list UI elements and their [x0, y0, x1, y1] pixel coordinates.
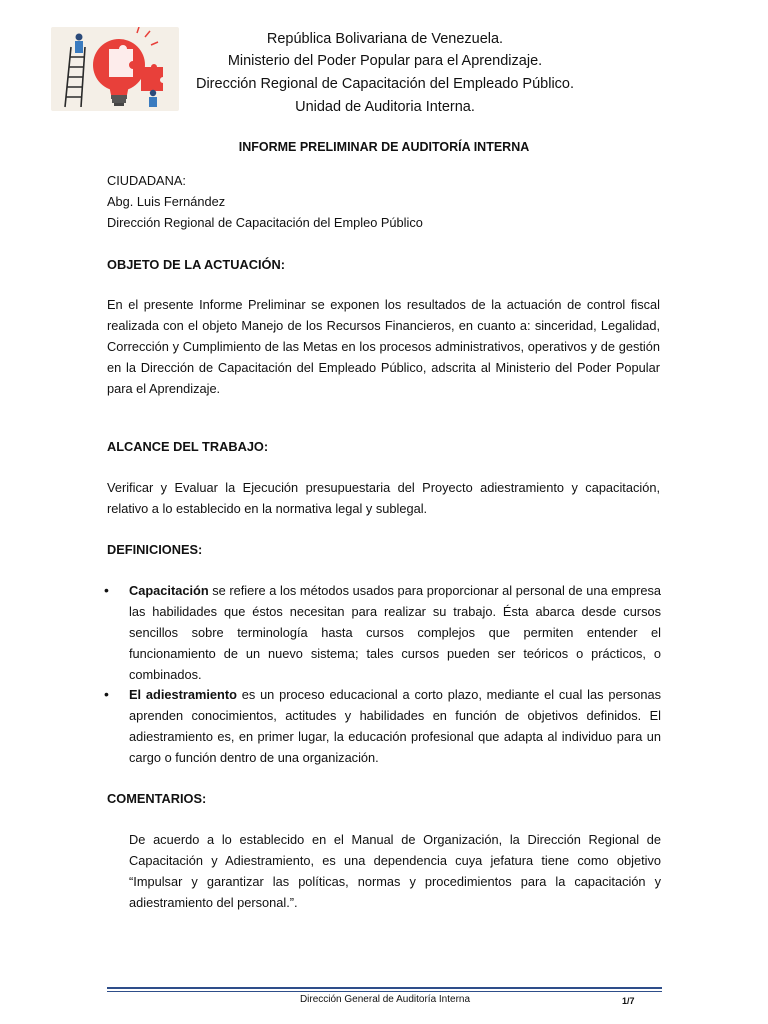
recipient-name: Abg. Luis Fernández	[107, 194, 226, 209]
definition-text: es un proceso educacional a corto plazo, mediante el cual las personas aprenden conocimientos, actitudes y habilidades en función de objetivos definidos. El adiestramiento es, en primer lugar, la educación profesional que adapta al individuo para un cargo o función dentro de una organización.	[129, 687, 661, 765]
header-ministry: Ministerio del Poder Popular para el Aprendizaje.	[227, 53, 543, 69]
footer-divider-thin	[107, 991, 662, 992]
section-text-alcance: Verificar y Evaluar la Ejecución presupuestaria del Proyecto adiestramiento y capacitación, relativo a lo establecido en la normativa legal y sublegal.	[107, 480, 660, 516]
recipient-label: CIUDADANA:	[107, 173, 186, 188]
footer-text: Dirección General de Auditoría Interna	[299, 994, 471, 1005]
document-title: INFORME PRELIMINAR DE AUDITORÍA INTERNA	[238, 140, 530, 154]
section-heading-objeto: OBJETO DE LA ACTUACIÓN:	[107, 257, 285, 272]
header-direction: Dirección Regional de Capacitación del Empleado Público.	[195, 76, 575, 92]
section-heading-alcance: ALCANCE DEL TRABAJO:	[107, 439, 269, 454]
section-text-comentarios: De acuerdo a lo establecido en el Manual de Organización, la Dirección Regional de Capacitación y Adiestramiento, es una dependencia cuya jefatura tiene como objetivo “Impulsar y garantizar las políticas, normas y procedimientos para la capacitación y adiestramiento del personal.”.	[129, 832, 661, 910]
footer-divider	[107, 987, 662, 989]
section-heading-definiciones: DEFINICIONES:	[107, 542, 203, 557]
bullet-icon: •	[104, 686, 109, 702]
definition-term: El adiestramiento	[129, 687, 237, 702]
section-text-objeto: En el presente Informe Preliminar se exponen los resultados de la actuación de control fiscal realizada con el objeto Manejo de los Recursos Financieros, en cuanto a: sinceridad, Legalidad, Corrección y Cumplimiento de las Metas en los procesos administrativos, operativos y de gestión en la Dirección de Capacitación del Empleado Público, adscrita al Ministerio del Poder Popular para el Aprendizaje.	[107, 297, 660, 396]
definition-item	[129, 684, 661, 768]
definition-term: Capacitación	[129, 583, 209, 598]
bullet-icon: •	[104, 582, 109, 598]
lightbulb-puzzle-logo-icon	[51, 27, 179, 111]
definition-item	[129, 580, 661, 685]
definition-text: se refiere a los métodos usados para proporcionar al personal de una empresa las habilidades que éstos necesitan para realizar su trabajo. Ésta abarca desde cursos sencillos sobre terminología hasta cursos complejos que permiten entender el funcionamiento de un nuevo sistema; tales cursos pueden ser teóricos o prácticos, o combinados.	[129, 583, 661, 682]
recipient-department: Dirección Regional de Capacitación del Empleo Público	[107, 215, 423, 230]
page-number: 1/7	[622, 996, 635, 1006]
header-unit: Unidad de Auditoria Interna.	[295, 99, 475, 115]
section-heading-comentarios: COMENTARIOS:	[107, 791, 207, 806]
header-republic: República Bolivariana de Venezuela.	[266, 31, 504, 47]
